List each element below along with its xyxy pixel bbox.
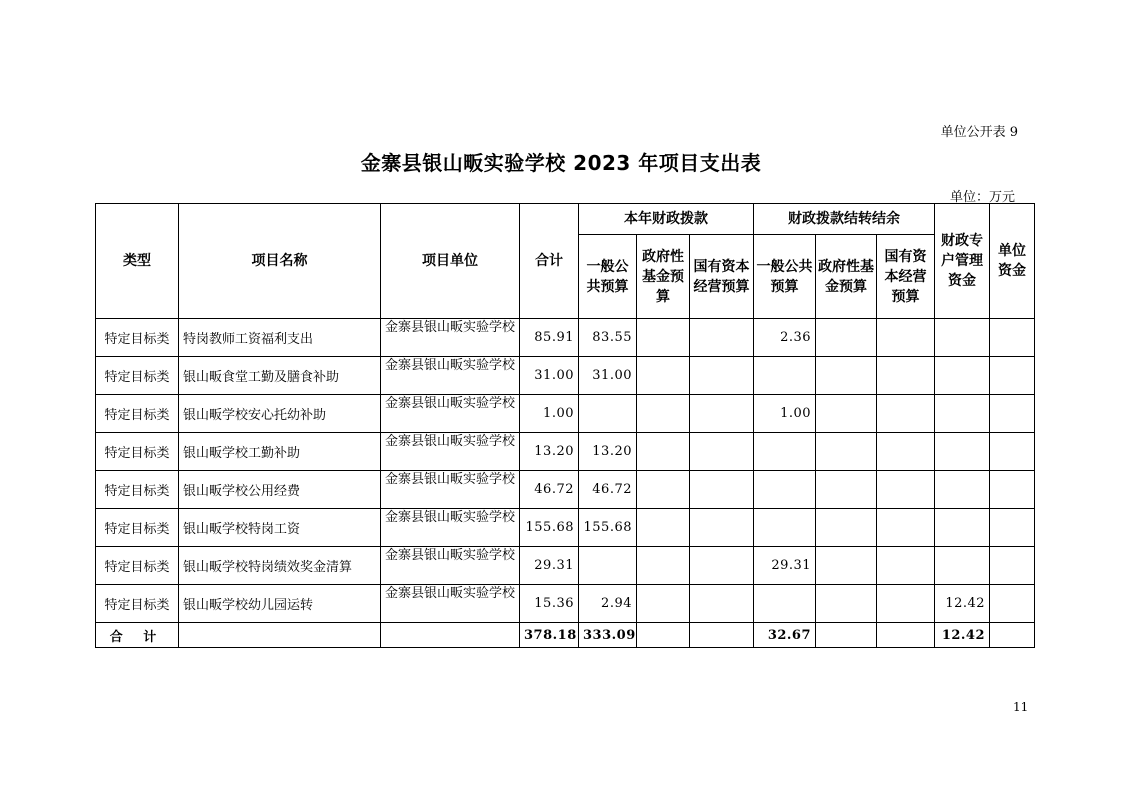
total-empty-cell (179, 623, 381, 648)
cell-carry-gov-fund (816, 319, 877, 357)
cell-carry-general: 1.00 (754, 395, 816, 433)
cell-unit-funds (990, 433, 1035, 471)
cell-state-capital (690, 509, 754, 547)
cell-carry-general (754, 471, 816, 509)
header-carry-gov-fund: 政府性基金预算 (816, 235, 877, 319)
cell-special-account (935, 509, 990, 547)
cell-project-name: 银山畈学校工勤补助 (179, 433, 381, 471)
header-state-capital: 国有资本经营预算 (690, 235, 754, 319)
cell-general-budget (579, 547, 637, 585)
cell-carry-state-capital (877, 319, 935, 357)
cell-special-account (935, 433, 990, 471)
total-empty-cell (381, 623, 520, 648)
cell-state-capital (690, 395, 754, 433)
cell-project-unit: 金寨县银山畈实验学校 (381, 433, 520, 471)
header-gov-fund: 政府性基金预算 (637, 235, 690, 319)
cell-total: 29.31 (520, 547, 579, 585)
cell-gov-fund (637, 509, 690, 547)
cell-type: 特定目标类 (96, 357, 179, 395)
cell-carry-general (754, 585, 816, 623)
cell-carry-general: 2.36 (754, 319, 816, 357)
cell-carry-gov-fund (816, 433, 877, 471)
cell-special-account (935, 471, 990, 509)
cell-project-name: 银山畈学校安心托幼补助 (179, 395, 381, 433)
page-title: 金寨县银山畈实验学校 2023 年项目支出表 (360, 151, 762, 175)
cell-carry-gov-fund (816, 471, 877, 509)
cell-carry-general (754, 509, 816, 547)
cell-special-account (935, 395, 990, 433)
header-total: 合计 (520, 204, 579, 319)
cell-general-budget: 2.94 (579, 585, 637, 623)
cell-state-capital (690, 471, 754, 509)
cell-project-unit: 金寨县银山畈实验学校 (381, 471, 520, 509)
cell-carry-state-capital (877, 395, 935, 433)
cell-gov-fund (637, 357, 690, 395)
table-row (96, 433, 1035, 471)
cell-type: 特定目标类 (96, 433, 179, 471)
total-special: 12.42 (935, 623, 990, 648)
header-general-budget: 一般公共预算 (579, 235, 637, 319)
cell-project-unit: 金寨县银山畈实验学校 (381, 357, 520, 395)
cell-project-unit: 金寨县银山畈实验学校 (381, 509, 520, 547)
cell-project-unit: 金寨县银山畈实验学校 (381, 585, 520, 623)
cell-total: 46.72 (520, 471, 579, 509)
cell-total: 155.68 (520, 509, 579, 547)
cell-general-budget (579, 395, 637, 433)
cell-general-budget: 46.72 (579, 471, 637, 509)
total-general: 333.09 (579, 623, 637, 648)
cell-general-budget: 155.68 (579, 509, 637, 547)
total-carry-general: 32.67 (754, 623, 816, 648)
cell-project-unit: 金寨县银山畈实验学校 (381, 395, 520, 433)
header-project-unit: 项目单位 (381, 204, 520, 319)
cell-unit-funds (990, 509, 1035, 547)
table-row (96, 395, 1035, 433)
cell-total: 85.91 (520, 319, 579, 357)
cell-total: 31.00 (520, 357, 579, 395)
cell-carry-gov-fund (816, 585, 877, 623)
table-row (96, 357, 1035, 395)
cell-unit-funds (990, 585, 1035, 623)
cell-state-capital (690, 357, 754, 395)
cell-state-capital (690, 319, 754, 357)
form-number: 单位公开表 9 (940, 125, 1018, 140)
cell-project-unit: 金寨县银山畈实验学校 (381, 319, 520, 357)
header-row-1 (96, 204, 1035, 235)
cell-carry-state-capital (877, 433, 935, 471)
header-carry-state-capital: 国有资本经营预算 (877, 235, 935, 319)
cell-gov-fund (637, 585, 690, 623)
cell-project-name: 银山畈学校幼儿园运转 (179, 585, 381, 623)
cell-state-capital (690, 433, 754, 471)
cell-special-account (935, 319, 990, 357)
total-empty-cell (637, 623, 690, 648)
cell-carry-gov-fund (816, 547, 877, 585)
cell-unit-funds (990, 357, 1035, 395)
cell-project-name: 银山畈食堂工勤及膳食补助 (179, 357, 381, 395)
cell-gov-fund (637, 471, 690, 509)
cell-general-budget: 13.20 (579, 433, 637, 471)
cell-carry-general: 29.31 (754, 547, 816, 585)
cell-unit-funds (990, 471, 1035, 509)
table-row (96, 585, 1035, 623)
cell-type: 特定目标类 (96, 319, 179, 357)
cell-unit-funds (990, 319, 1035, 357)
project-expense-table (95, 203, 1035, 648)
cell-general-budget: 31.00 (579, 357, 637, 395)
cell-total: 15.36 (520, 585, 579, 623)
cell-carry-state-capital (877, 357, 935, 395)
cell-special-account: 12.42 (935, 585, 990, 623)
header-current-year-appropriation: 本年财政拨款 (579, 204, 754, 235)
cell-special-account (935, 547, 990, 585)
cell-project-name: 银山畈学校特岗工资 (179, 509, 381, 547)
cell-carry-gov-fund (816, 509, 877, 547)
cell-unit-funds (990, 395, 1035, 433)
cell-state-capital (690, 547, 754, 585)
header-unit-funds: 单位资金 (990, 204, 1035, 319)
unit-label: 单位：万元 (949, 190, 1015, 205)
header-carryover: 财政拨款结转结余 (754, 204, 935, 235)
page-number: 11 (1013, 700, 1029, 714)
total-empty-cell (690, 623, 754, 648)
cell-project-name: 特岗教师工资福利支出 (179, 319, 381, 357)
cell-total: 13.20 (520, 433, 579, 471)
cell-total: 1.00 (520, 395, 579, 433)
cell-special-account (935, 357, 990, 395)
cell-carry-state-capital (877, 547, 935, 585)
table-row (96, 319, 1035, 357)
total-empty-cell (816, 623, 877, 648)
header-carry-general: 一般公共预算 (754, 235, 816, 319)
cell-unit-funds (990, 547, 1035, 585)
cell-gov-fund (637, 319, 690, 357)
total-empty-cell (990, 623, 1035, 648)
cell-type: 特定目标类 (96, 585, 179, 623)
cell-project-name: 银山畈学校公用经费 (179, 471, 381, 509)
cell-carry-state-capital (877, 509, 935, 547)
header-type: 类型 (96, 204, 179, 319)
cell-type: 特定目标类 (96, 395, 179, 433)
cell-gov-fund (637, 547, 690, 585)
cell-project-unit: 金寨县银山畈实验学校 (381, 547, 520, 585)
total-empty-cell (877, 623, 935, 648)
cell-gov-fund (637, 433, 690, 471)
cell-type: 特定目标类 (96, 547, 179, 585)
table-row (96, 547, 1035, 585)
table-row (96, 509, 1035, 547)
cell-carry-general (754, 433, 816, 471)
total-label: 合 计 (96, 623, 179, 648)
cell-type: 特定目标类 (96, 471, 179, 509)
cell-carry-gov-fund (816, 357, 877, 395)
cell-type: 特定目标类 (96, 509, 179, 547)
total-row (96, 623, 1035, 648)
cell-general-budget: 83.55 (579, 319, 637, 357)
cell-carry-state-capital (877, 585, 935, 623)
cell-gov-fund (637, 395, 690, 433)
header-project-name: 项目名称 (179, 204, 381, 319)
table-row (96, 471, 1035, 509)
header-special-account: 财政专户管理资金 (935, 204, 990, 319)
total-sum: 378.18 (520, 623, 579, 648)
cell-carry-state-capital (877, 471, 935, 509)
cell-carry-general (754, 357, 816, 395)
cell-state-capital (690, 585, 754, 623)
cell-project-name: 银山畈学校特岗绩效奖金清算 (179, 547, 381, 585)
cell-carry-gov-fund (816, 395, 877, 433)
